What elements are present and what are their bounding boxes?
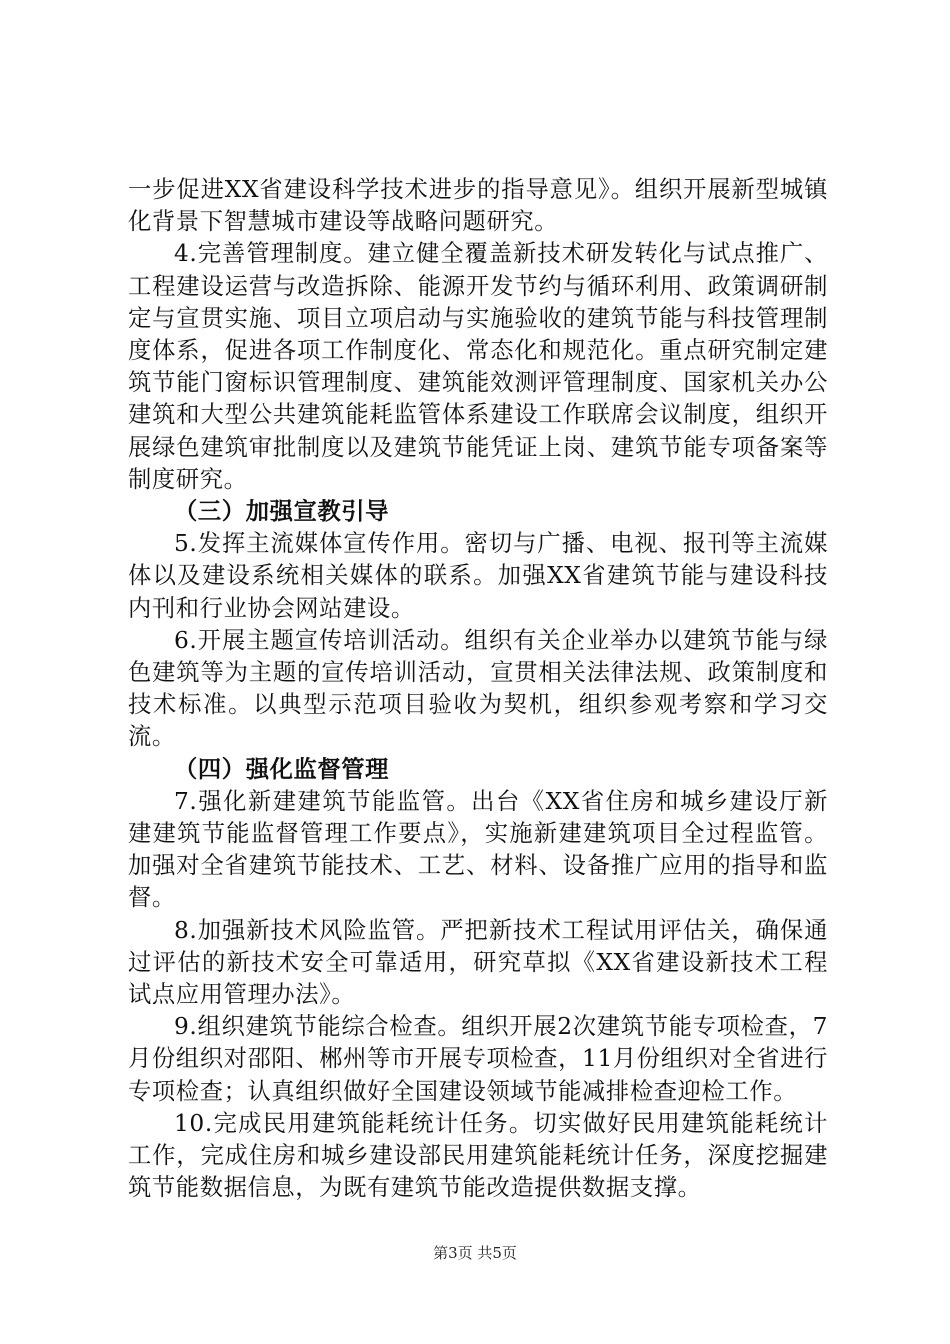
paragraph-intro-continuation: 一步促进XX省建设科学技术进步的指导意见》。组织开展新型城镇化背景下智慧城市建设等战略问题研究。 — [128, 176, 828, 236]
paragraph-item-9: 9.组织建筑节能综合检查。组织开展2次建筑节能专项检查，7月份组织对邵阳、郴州等市开展专项检查，11月份组织对全省进行专项检查；认真组织做好全国建设领域节能减排检查迎检工作。 — [128, 1013, 828, 1105]
paragraph-item-5: 5.发挥主流媒体宣传作用。密切与广播、电视、报刊等主流媒体以及建设系统相关媒体的联系。加强XX省建筑节能与建设科技内刊和行业协会网站建设。 — [128, 530, 828, 622]
page-number-footer: 第3页 共5页 — [433, 1244, 517, 1262]
paragraph-item-4: 4.完善管理制度。建立健全覆盖新技术研发转化与试点推广、工程建设运营与改造拆除、能源开发节约与循环利用、政策调研制定与宣贯实施、项目立项启动与实施验收的建筑节能与科技管理制度体系，促进各项工作制度化、常态化和规范化。重点研究制定建筑节能门窗标识管理制度、建筑能效测评管理制度、国家机关办公建筑和大型公共建筑能耗监管体系建设工作联席会议制度，组织开展绿色建筑审批制度以及建筑节能凭证上岗、建筑节能专项备案等制度研究。 — [128, 240, 828, 493]
section-heading-4: （四）强化监督管理 — [174, 755, 390, 783]
section-heading-3: （三）加强宣教引导 — [174, 498, 390, 526]
paragraph-item-8: 8.加强新技术风险监管。严把新技术工程试用评估关，确保通过评估的新技术安全可靠适用，研究草拟《XX省建设新技术工程试点应用管理办法》。 — [128, 916, 828, 1009]
document-body — [128, 174, 828, 1205]
paragraph-item-7: 7.强化新建建筑节能监管。出台《XX省住房和城乡建设厅新建建筑节能监督管理工作要点》，实施新建建筑项目全过程监管。加强对全省建筑节能技术、工艺、材料、设备推广应用的指导和监督。 — [128, 787, 828, 912]
paragraph-item-10: 10.完成民用建筑能耗统计任务。切实做好民用建筑能耗统计工作，完成住房和城乡建设部民用建筑能耗统计任务，深度挖掘建筑节能数据信息，为既有建筑节能改造提供数据支撑。 — [128, 1109, 828, 1202]
paragraph-item-6: 6.开展主题宣传培训活动。组织有关企业举办以建筑节能与绿色建筑等为主题的宣传培训活动，宣贯相关法律法规、政策制度和技术标准。以典型示范项目验收为契机，组织参观考察和学习交流。 — [128, 626, 828, 751]
